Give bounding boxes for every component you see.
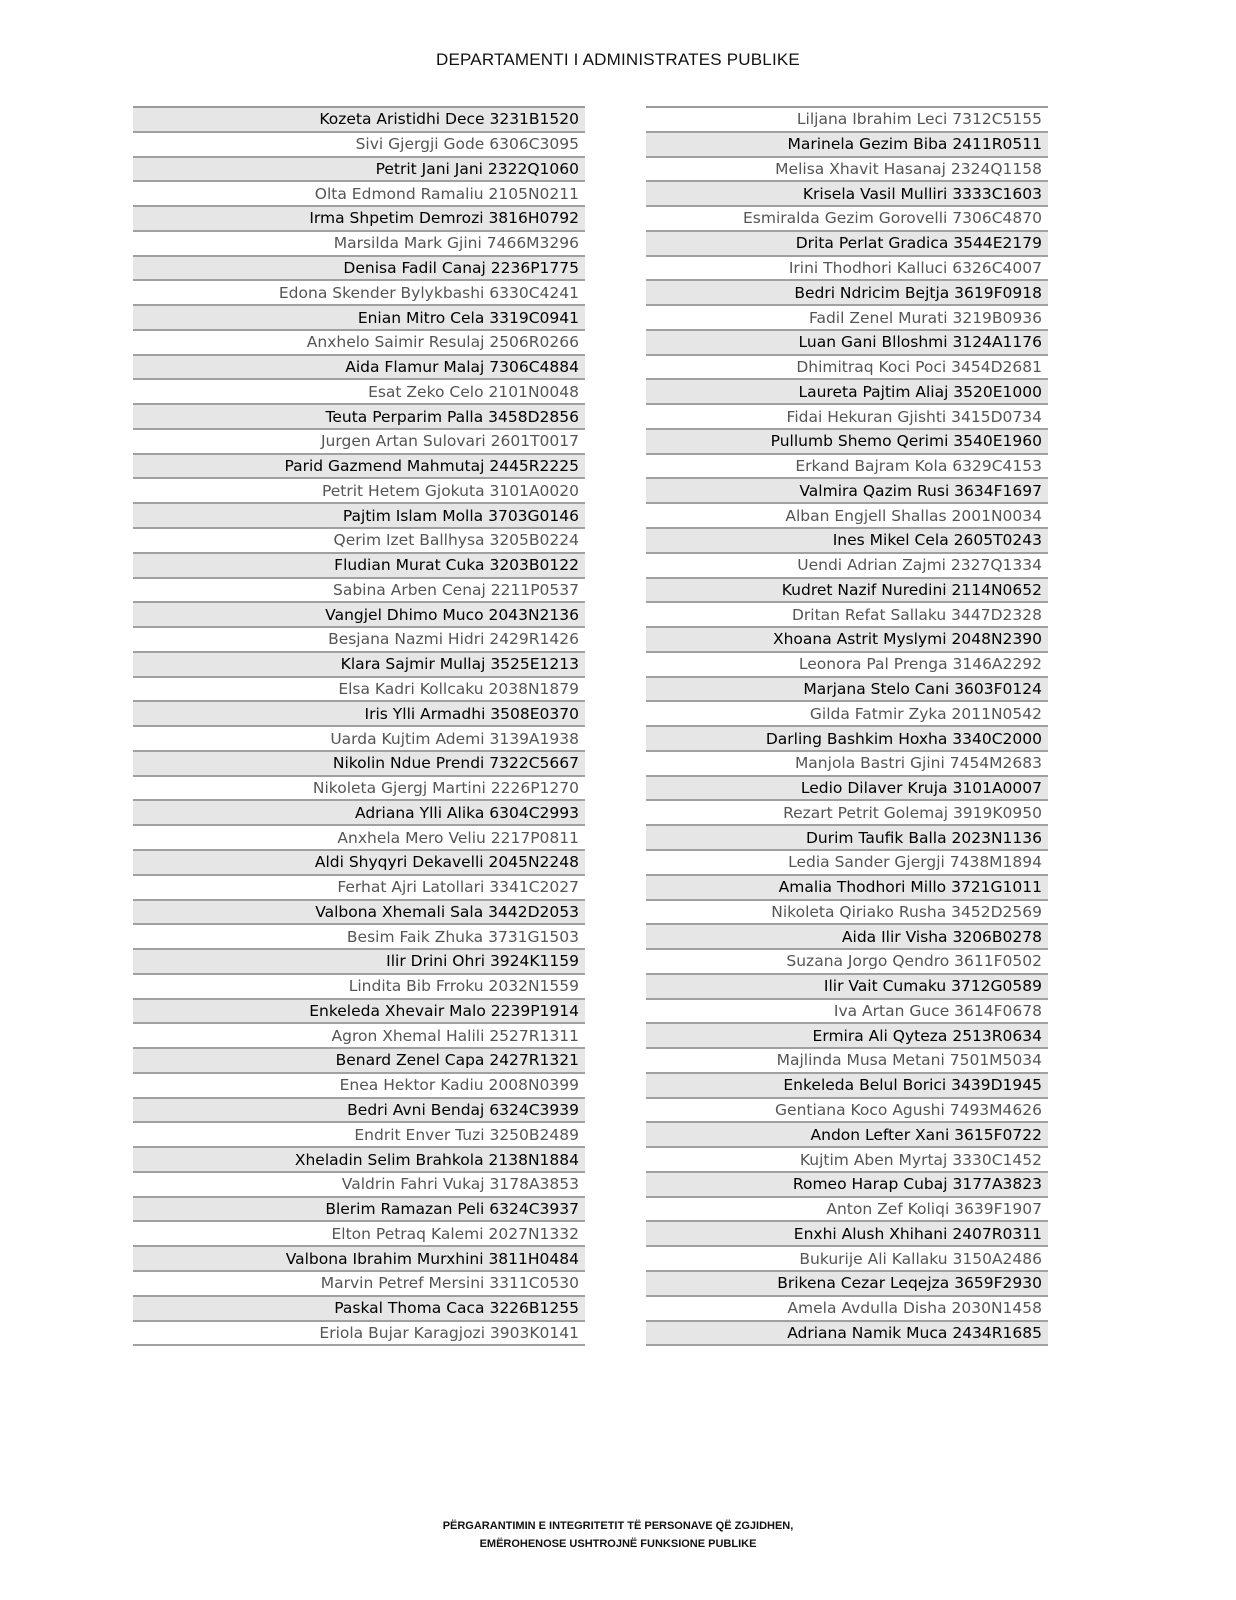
list-item: Enian Mitro Cela 3319C0941 [133, 306, 585, 331]
list-item: Qerim Izet Ballhysa 3205B0224 [133, 529, 585, 554]
list-item: Iris Ylli Armadhi 3508E0370 [133, 702, 585, 727]
list-item: Fludian Murat Cuka 3203B0122 [133, 554, 585, 579]
list-item: Lindita Bib Frroku 2032N1559 [133, 975, 585, 1000]
list-item: Suzana Jorgo Qendro 3611F0502 [646, 950, 1048, 975]
list-item: Luan Gani Blloshmi 3124A1176 [646, 331, 1048, 356]
list-item: Anton Zef Koliqi 3639F1907 [646, 1198, 1048, 1223]
list-item: Vangjel Dhimo Muco 2043N2136 [133, 603, 585, 628]
list-item: Enkeleda Belul Borici 3439D1945 [646, 1074, 1048, 1099]
list-item: Ledia Sander Gjergji 7438M1894 [646, 851, 1048, 876]
list-item: Drita Perlat Gradica 3544E2179 [646, 232, 1048, 257]
left-name-list [133, 106, 585, 1346]
list-item: Enea Hektor Kadiu 2008N0399 [133, 1074, 585, 1099]
list-item: Esmiralda Gezim Gorovelli 7306C4870 [646, 207, 1048, 232]
list-item: Sivi Gjergji Gode 6306C3095 [133, 133, 585, 158]
list-item: Ines Mikel Cela 2605T0243 [646, 529, 1048, 554]
list-item: Nikolin Ndue Prendi 7322C5667 [133, 752, 585, 777]
footer-line-1: PËRGARANTIMIN E INTEGRITETIT TË PERSONAVE QË ZGJIDHEN, [442, 1520, 794, 1532]
list-item: Valbona Xhemali Sala 3442D2053 [133, 901, 585, 926]
list-item: Krisela Vasil Mulliri 3333C1603 [646, 182, 1048, 207]
list-item: Amela Avdulla Disha 2030N1458 [646, 1297, 1048, 1322]
list-item: Brikena Cezar Leqejza 3659F2930 [646, 1272, 1048, 1297]
list-item: Klara Sajmir Mullaj 3525E1213 [133, 653, 585, 678]
list-item: Anxhela Mero Veliu 2217P0811 [133, 826, 585, 851]
list-item: Gentiana Koco Agushi 7493M4626 [646, 1099, 1048, 1124]
list-item: Aida Ilir Visha 3206B0278 [646, 925, 1048, 950]
list-item: Rezart Petrit Golemaj 3919K0950 [646, 801, 1048, 826]
list-item: Romeo Harap Cubaj 3177A3823 [646, 1173, 1048, 1198]
list-item: Erkand Bajram Kola 6329C4153 [646, 455, 1048, 480]
list-item: Aida Flamur Malaj 7306C4884 [133, 356, 585, 381]
list-item: Bedri Avni Bendaj 6324C3939 [133, 1099, 585, 1124]
list-item: Iva Artan Guce 3614F0678 [646, 1000, 1048, 1025]
list-item: Darling Bashkim Hoxha 3340C2000 [646, 727, 1048, 752]
list-item: Marinela Gezim Biba 2411R0511 [646, 133, 1048, 158]
list-item: Petrit Hetem Gjokuta 3101A0020 [133, 479, 585, 504]
list-item: Xheladin Selim Brahkola 2138N1884 [133, 1148, 585, 1173]
list-item: Parid Gazmend Mahmutaj 2445R2225 [133, 455, 585, 480]
list-item: Edona Skender Bylykbashi 6330C4241 [133, 281, 585, 306]
list-item: Ledio Dilaver Kruja 3101A0007 [646, 777, 1048, 802]
list-item: Kudret Nazif Nuredini 2114N0652 [646, 579, 1048, 604]
list-item: Xhoana Astrit Myslymi 2048N2390 [646, 628, 1048, 653]
list-item: Adriana Namik Muca 2434R1685 [646, 1322, 1048, 1347]
footer [0, 1517, 1236, 1553]
list-item: Teuta Perparim Palla 3458D2856 [133, 405, 585, 430]
list-item: Irma Shpetim Demrozi 3816H0792 [133, 207, 585, 232]
list-item: Pullumb Shemo Qerimi 3540E1960 [646, 430, 1048, 455]
list-item: Adriana Ylli Alika 6304C2993 [133, 801, 585, 826]
list-item: Fidai Hekuran Gjishti 3415D0734 [646, 405, 1048, 430]
list-item: Irini Thodhori Kalluci 6326C4007 [646, 257, 1048, 282]
list-item: Petrit Jani Jani 2322Q1060 [133, 158, 585, 183]
list-item: Nikoleta Gjergj Martini 2226P1270 [133, 777, 585, 802]
list-item: Marsilda Mark Gjini 7466M3296 [133, 232, 585, 257]
list-item: Sabina Arben Cenaj 2211P0537 [133, 579, 585, 604]
list-item: Besjana Nazmi Hidri 2429R1426 [133, 628, 585, 653]
list-item: Majlinda Musa Metani 7501M5034 [646, 1049, 1048, 1074]
list-item: Enkeleda Xhevair Malo 2239P1914 [133, 1000, 585, 1025]
list-item: Eriola Bujar Karagjozi 3903K0141 [133, 1322, 585, 1347]
list-item: Olta Edmond Ramaliu 2105N0211 [133, 182, 585, 207]
list-item: Laureta Pajtim Aliaj 3520E1000 [646, 380, 1048, 405]
list-item: Gilda Fatmir Zyka 2011N0542 [646, 702, 1048, 727]
list-item: Kujtim Aben Myrtaj 3330C1452 [646, 1148, 1048, 1173]
list-item: Uarda Kujtim Ademi 3139A1938 [133, 727, 585, 752]
list-item: Agron Xhemal Halili 2527R1311 [133, 1024, 585, 1049]
list-item: Enxhi Alush Xhihani 2407R0311 [646, 1222, 1048, 1247]
list-item: Valdrin Fahri Vukaj 3178A3853 [133, 1173, 585, 1198]
list-item: Uendi Adrian Zajmi 2327Q1334 [646, 554, 1048, 579]
list-item: Aldi Shyqyri Dekavelli 2045N2248 [133, 851, 585, 876]
page-title: DEPARTAMENTI I ADMINISTRATES PUBLIKE [436, 50, 800, 69]
list-item: Manjola Bastri Gjini 7454M2683 [646, 752, 1048, 777]
list-item: Kozeta Aristidhi Dece 3231B1520 [133, 108, 585, 133]
list-item: Marvin Petref Mersini 3311C0530 [133, 1272, 585, 1297]
list-item: Ermira Ali Qyteza 2513R0634 [646, 1024, 1048, 1049]
list-item: Bedri Ndricim Bejtja 3619F0918 [646, 281, 1048, 306]
list-item: Besim Faik Zhuka 3731G1503 [133, 925, 585, 950]
list-item: Denisa Fadil Canaj 2236P1775 [133, 257, 585, 282]
list-item: Esat Zeko Celo 2101N0048 [133, 380, 585, 405]
right-name-list [646, 106, 1048, 1346]
list-item: Marjana Stelo Cani 3603F0124 [646, 678, 1048, 703]
list-item: Valbona Ibrahim Murxhini 3811H0484 [133, 1247, 585, 1272]
list-item: Leonora Pal Prenga 3146A2292 [646, 653, 1048, 678]
list-item: Amalia Thodhori Millo 3721G1011 [646, 876, 1048, 901]
list-item: Benard Zenel Capa 2427R1321 [133, 1049, 585, 1074]
list-item: Alban Engjell Shallas 2001N0034 [646, 504, 1048, 529]
list-item: Ilir Vait Cumaku 3712G0589 [646, 975, 1048, 1000]
list-item: Paskal Thoma Caca 3226B1255 [133, 1297, 585, 1322]
list-item: Anxhelo Saimir Resulaj 2506R0266 [133, 331, 585, 356]
footer-line-2: EMËROHENOSE USHTROJNË FUNKSIONE PUBLIKE [479, 1538, 757, 1550]
list-item: Bukurije Ali Kallaku 3150A2486 [646, 1247, 1048, 1272]
list-item: Durim Taufik Balla 2023N1136 [646, 826, 1048, 851]
list-item: Elton Petraq Kalemi 2027N1332 [133, 1222, 585, 1247]
list-item: Dritan Refat Sallaku 3447D2328 [646, 603, 1048, 628]
list-item: Ilir Drini Ohri 3924K1159 [133, 950, 585, 975]
list-item: Andon Lefter Xani 3615F0722 [646, 1123, 1048, 1148]
list-item: Jurgen Artan Sulovari 2601T0017 [133, 430, 585, 455]
list-item: Blerim Ramazan Peli 6324C3937 [133, 1198, 585, 1223]
list-item: Ferhat Ajri Latollari 3341C2027 [133, 876, 585, 901]
list-item: Fadil Zenel Murati 3219B0936 [646, 306, 1048, 331]
list-item: Valmira Qazim Rusi 3634F1697 [646, 479, 1048, 504]
list-item: Dhimitraq Koci Poci 3454D2681 [646, 356, 1048, 381]
list-item: Liljana Ibrahim Leci 7312C5155 [646, 108, 1048, 133]
list-item: Elsa Kadri Kollcaku 2038N1879 [133, 678, 585, 703]
list-item: Pajtim Islam Molla 3703G0146 [133, 504, 585, 529]
list-item: Nikoleta Qiriako Rusha 3452D2569 [646, 901, 1048, 926]
list-item: Melisa Xhavit Hasanaj 2324Q1158 [646, 158, 1048, 183]
list-item: Endrit Enver Tuzi 3250B2489 [133, 1123, 585, 1148]
